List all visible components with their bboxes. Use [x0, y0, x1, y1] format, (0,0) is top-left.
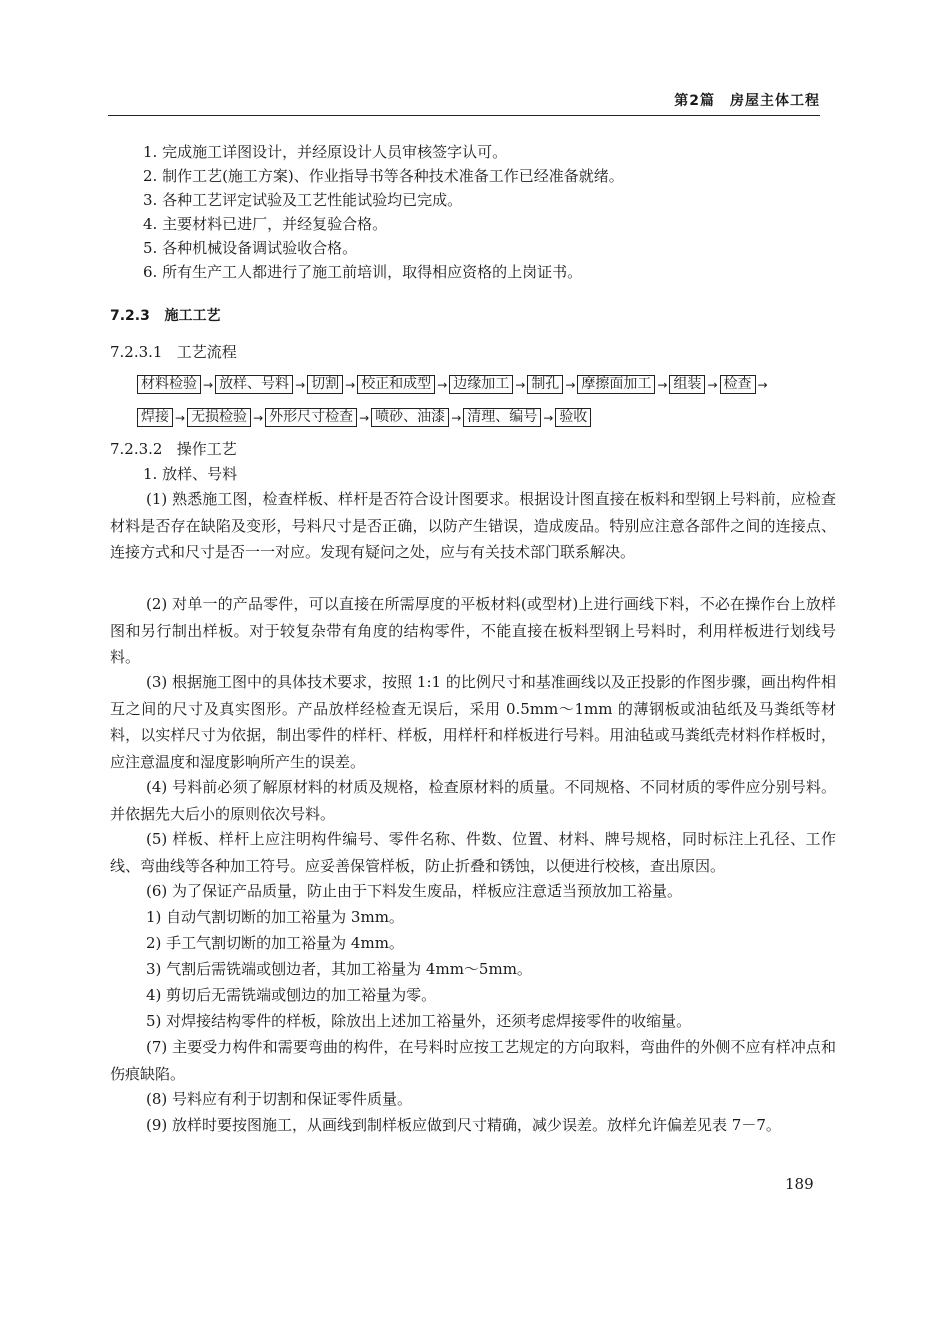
flow-step: 校正和成型 [357, 375, 435, 394]
flow-arrow: → [451, 410, 462, 425]
process-flow-row-1 [137, 375, 770, 394]
prereq-item-3: 3. 各种工艺评定试验及工艺性能试验均已完成。 [143, 191, 463, 209]
paragraph-7: (7) 主要受力构件和需要弯曲的构件，在号料时应按工艺规定的方向取料，弯曲件的外侧不应有样冲点和伤痕缺陷。 [110, 1038, 836, 1083]
flow-arrow: → [203, 377, 214, 392]
prereq-item-1: 1. 完成施工详图设计，并经原设计人员审核签字认可。 [143, 143, 508, 161]
paragraph-4: (4) 号料前必须了解原材料的材质及规格，检查原材料的质量。不同规格、不同材质的零件应分别号料。并依据先大后小的原则依次号料。 [110, 778, 836, 823]
header-rule [108, 115, 820, 116]
section-number: 7.2.3 [110, 308, 150, 324]
flow-step: 清理、编号 [463, 408, 541, 427]
prereq-item-4: 4. 主要材料已进厂，并经复验合格。 [143, 215, 388, 233]
flow-arrow: → [295, 377, 306, 392]
flow-step: 外形尺寸检查 [265, 408, 357, 427]
page-number: 189 [785, 1175, 814, 1193]
subsection-number: 7.2.3.1 [110, 343, 163, 361]
flow-arrow: → [757, 377, 768, 392]
flow-step: 无损检验 [187, 408, 251, 427]
flow-arrow: → [345, 377, 356, 392]
flow-arrow: → [515, 377, 526, 392]
prereq-item-5: 5. 各种机械设备调试验收合格。 [143, 239, 358, 257]
flow-step: 材料检验 [137, 375, 201, 394]
section-title: 施工工艺 [164, 308, 221, 324]
allowance-item-3: 3) 气割后需铣端或刨边者，其加工裕量为 4mm～5mm。 [146, 960, 532, 978]
flow-step: 验收 [555, 408, 591, 427]
flow-step: 放样、号料 [215, 375, 293, 394]
subsection-title: 操作工艺 [176, 440, 237, 458]
flow-step: 制孔 [527, 375, 563, 394]
flow-arrow: → [657, 377, 668, 392]
flow-arrow: → [437, 377, 448, 392]
flow-step: 边缘加工 [449, 375, 513, 394]
prereq-item-6: 6. 所有生产工人都进行了施工前培训，取得相应资格的上岗证书。 [143, 263, 583, 281]
paragraph-3: (3) 根据施工图中的具体技术要求，按照 1:1 的比例尺寸和基准画线以及正投影的作图步骤，画出构件相互之间的尺寸及真实图形。产品放样经检查无误后，采用 0.5mm～1mm 的薄钢板或油毡纸及马粪纸等材料，以实样尺寸为依据，制出零件的样杆、样板，用样杆和样板进行号料。用油毡或马粪纸壳材料作样板时，应注意温度和湿度影响所产生的误差。 [110, 673, 836, 771]
flow-arrow: → [359, 410, 370, 425]
paragraph-6: (6) 为了保证产品质量，防止由于下料发生废品，样板应注意适当预放加工裕量。 [146, 882, 683, 900]
paragraph-9: (9) 放样时要按图施工，从画线到制样板应做到尺寸精确，减少误差。放样允许偏差见表 7－7。 [146, 1116, 781, 1134]
running-header: 第2篇 房屋主体工程 [674, 93, 820, 109]
paragraph-8: (8) 号料应有利于切割和保证零件质量。 [146, 1090, 413, 1108]
flow-step: 喷砂、油漆 [371, 408, 449, 427]
section-heading [110, 306, 221, 326]
ops-item-title: 1. 放样、号料 [143, 465, 238, 483]
flow-arrow: → [543, 410, 554, 425]
flow-arrow: → [565, 377, 576, 392]
prereq-item-2: 2. 制作工艺(施工方案)、作业指导书等各种技术准备工作已经准备就绪。 [143, 167, 624, 185]
paragraph-1: (1) 熟悉施工图，检查样板、样杆是否符合设计图要求。根据设计图直接在板料和型钢上号料前，应检查材料是否存在缺陷及变形，号料尺寸是否正确，以防产生错误，造成废品。特别应注意各部件之间的连接点、连接方式和尺寸是否一一对应。发现有疑问之处，应与有关技术部门联系解决。 [110, 490, 836, 561]
flow-step: 切割 [307, 375, 343, 394]
subsection-title: 工艺流程 [176, 343, 237, 361]
paragraph-2: (2) 对单一的产品零件，可以直接在所需厚度的平板材料(或型材)上进行画线下料，不必在操作台上放样图和另行制出样板。对于较复杂带有角度的结构零件，不能直接在板料型钢上号料时，利用样板进行划线号料。 [110, 595, 836, 666]
flow-step: 摩擦面加工 [577, 375, 655, 394]
flow-arrow: → [253, 410, 264, 425]
subsection-heading-ops [110, 439, 237, 459]
subsection-heading-flow [110, 342, 237, 362]
flow-arrow: → [707, 377, 718, 392]
flow-step: 检查 [720, 375, 756, 394]
flow-step: 组装 [669, 375, 705, 394]
subsection-number: 7.2.3.2 [110, 440, 163, 458]
allowance-item-1: 1) 自动气割切断的加工裕量为 3mm。 [146, 908, 404, 926]
allowance-item-5: 5) 对焊接结构零件的样板，除放出上述加工裕量外，还须考虑焊接零件的收缩量。 [146, 1012, 692, 1030]
process-flow-row-2 [137, 408, 591, 427]
flow-arrow: → [175, 410, 186, 425]
flow-step: 焊接 [137, 408, 173, 427]
paragraph-5: (5) 样板、样杆上应注明构件编号、零件名称、件数、位置、材料、牌号规格，同时标注上孔径、工作线、弯曲线等各种加工符号。应妥善保管样板，防止折叠和锈蚀，以便进行校核，查出原因。 [110, 830, 836, 875]
allowance-item-2: 2) 手工气割切断的加工裕量为 4mm。 [146, 934, 404, 952]
allowance-item-4: 4) 剪切后无需铣端或刨边的加工裕量为零。 [146, 986, 437, 1004]
